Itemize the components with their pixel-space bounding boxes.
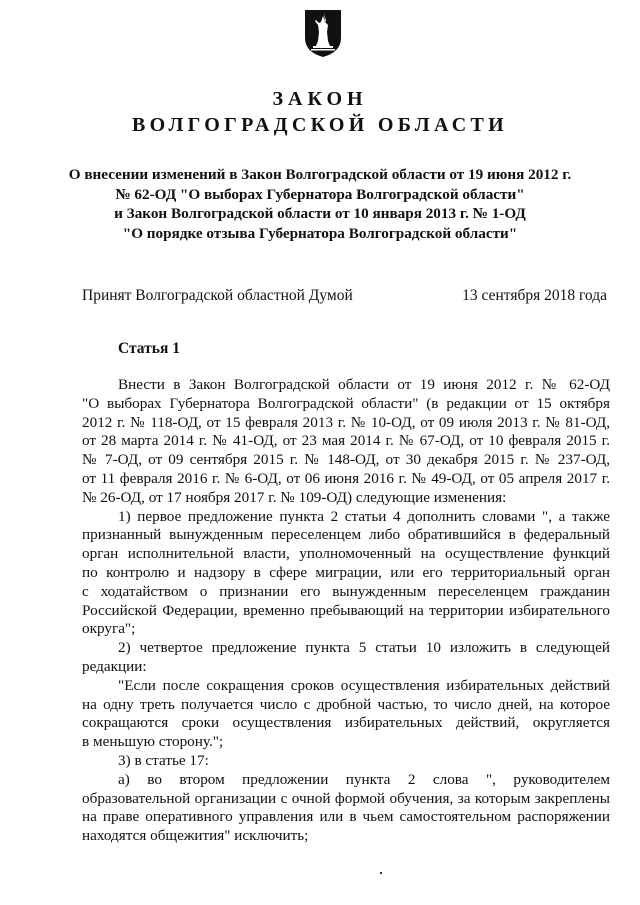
- body-line: образовательной организации с очной формой обучения, за которым закреплены: [82, 789, 610, 807]
- body-line: в меньшую сторону.";: [82, 733, 224, 751]
- body-line: находятся общежития" исключить;: [82, 827, 309, 845]
- title-line: О внесении изменений в Закон Волгоградской области от 19 июня 2012 г.: [68, 166, 572, 183]
- body-line: 2) четвертое предложение пункта 5 статьи 10 изложить в следующей: [118, 639, 610, 657]
- body-line: Внести в Закон Волгоградской области от 19 июня 2012 г. № 62-ОД: [118, 376, 610, 393]
- body-line: 2012 г. № 118-ОД, от 15 февраля 2013 г. № 10-ОД, от 09 июля 2013 г. № 81-ОД,: [82, 413, 610, 431]
- coat-of-arms-icon: [302, 8, 344, 58]
- body-line: округа";: [82, 620, 136, 638]
- body-line: Российской Федерации, временно пребывающий на территории избирательного: [82, 601, 610, 619]
- body-line: № 26-ОД, от 17 ноября 2017 г. № 109-ОД) следующие изменения:: [82, 488, 507, 506]
- region-heading: ВОЛГОГРАДСКОЙ ОБЛАСТИ: [131, 114, 508, 136]
- body-line: признанный вынужденным переселенцем либо обратившийся в федеральный: [82, 526, 610, 544]
- body-line: "О выборах Губернатора Волгоградской области" (в редакции от 15 октября: [82, 394, 610, 412]
- adopted-by: Принят Волгоградской областной Думой: [82, 287, 353, 304]
- body-line: 1) первое предложение пункта 2 статьи 4 дополнить словами ", а также: [118, 507, 610, 525]
- article-title: Статья 1: [118, 340, 180, 357]
- body-line: от 28 марта 2014 г. № 41-ОД, от 23 мая 2014 г. № 67-ОД, от 10 февраля 2015 г.: [82, 432, 610, 450]
- law-heading: ЗАКОН: [272, 88, 368, 110]
- article-body: [82, 376, 610, 846]
- law-title: [0, 165, 640, 243]
- body-line: от 11 февраля 2016 г. № 6-ОД, от 06 июня 2016 г. № 49-ОД, от 05 апреля 2017 г.: [82, 469, 610, 487]
- title-line: № 62-ОД "О выборах Губернатора Волгоградской области": [115, 185, 525, 203]
- body-line: по контролю и надзору в сфере миграции, или его территориальный орган: [82, 563, 610, 581]
- body-line: № 7-ОД, от 09 сентября 2015 г. № 148-ОД, от 30 декабря 2015 г. № 237-ОД,: [82, 451, 610, 469]
- body-line: с ходатайством о признании его вынужденным переселенцем гражданин: [82, 582, 610, 600]
- scan-speck: [380, 872, 382, 874]
- body-line: редакции:: [82, 657, 147, 675]
- adoption-date: 13 сентября 2018 года: [462, 287, 607, 304]
- title-line: и Закон Волгоградской области от 10 января 2013 г. № 1-ОД: [114, 205, 526, 223]
- body-line: на одну треть получается число с дробной частью, то число дней, на которое: [82, 695, 610, 713]
- body-line: 3) в статье 17:: [118, 751, 209, 769]
- body-line: на праве оперативного управления или в чьем самостоятельном распоряжении: [82, 808, 610, 826]
- body-line: орган исполнительной власти, уполномоченный на осуществление функций: [82, 545, 610, 563]
- body-line: сокращаются сроки осуществления избирательных действий, округляется: [82, 714, 610, 732]
- title-line: "О порядке отзыва Губернатора Волгоградской области": [122, 224, 518, 242]
- body-line: "Если после сокращения сроков осуществления избирательных действий: [118, 676, 610, 694]
- body-line: а) во втором предложении пункта 2 слова ", руководителем: [118, 770, 610, 788]
